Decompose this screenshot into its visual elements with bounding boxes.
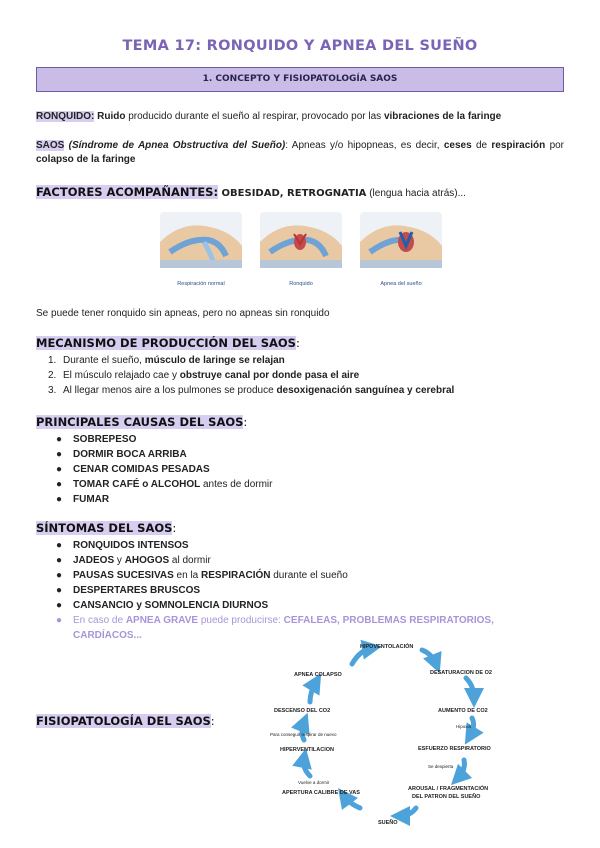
list-text: en la [173, 570, 202, 581]
page-title: TEMA 17: RONQUIDO Y APNEA DEL SUEÑO [122, 38, 478, 54]
saos-text-7: colapso de la faringe [36, 154, 136, 165]
normal-breathing-illustration [160, 212, 242, 268]
list-item [56, 462, 272, 477]
list-text: Al llegar menos aire a los pulmones se produce [63, 385, 277, 396]
list-item [48, 383, 454, 398]
ronquido-definition [36, 110, 564, 124]
list-text: y [114, 555, 125, 566]
mecanismo-heading-label: MECANISMO DE PRODUCCIÓN DEL SAOS [36, 336, 296, 350]
list-bold: PAUSAS SUCESIVAS [73, 570, 174, 581]
cycle-arrow [422, 650, 436, 664]
list-bold: TOMAR CAFÉ o ALCOHOL [73, 479, 201, 490]
note-text: Se puede tener ronquido sin apneas, pero no apneas sin ronquido [36, 308, 330, 319]
mecanismo-list [48, 353, 454, 398]
bullet-icon: ● [56, 479, 63, 490]
sintomas-heading-label: SÍNTOMAS DEL SAOS [36, 521, 173, 535]
factores-bold: OBESIDAD, RETROGNATIA [218, 188, 367, 199]
saos-fullname: (Síndrome de Apnea Obstructiva del Sueño) [64, 140, 286, 151]
list-bold: CEFALEAS, PROBLEMAS RESPIRATORIOS, [283, 615, 494, 626]
ronquido-text-1: Ruido [97, 111, 126, 122]
list-text: al dormir [169, 555, 211, 566]
saos-text-4: de [471, 140, 492, 151]
cycle-arrow [302, 722, 304, 740]
list-bold: DESPERTARES BRUSCOS [73, 585, 201, 596]
list-item [56, 583, 563, 598]
factores-line [36, 185, 466, 199]
snoring-illustration [260, 212, 342, 268]
cycle-small: Vuelve a dormir [298, 780, 330, 785]
cycle-small: Se despierta [428, 764, 454, 769]
factores-rest: (lengua hacia atrás)... [366, 188, 466, 199]
cycle-arrow [310, 682, 316, 702]
list-bold: RONQUIDOS INTENSOS [73, 540, 189, 551]
ronquido-text-2: producido durante el sueño al respirar, provocado por las [125, 111, 384, 122]
factores-heading: FACTORES ACOMPAÑANTES: [36, 185, 219, 199]
list-bold: músculo de laringe se relajan [144, 355, 285, 366]
list-item [56, 598, 563, 613]
saos-text-2: : Apneas y/o hipopneas, es decir, [285, 140, 444, 151]
list-bold: obstruye canal por donde pasa el aire [179, 370, 360, 381]
list-item [48, 353, 454, 368]
bullet-icon: ● [56, 464, 63, 475]
cycle-node: DESCENSO DEL CO2 [274, 708, 331, 714]
cycle-small: Para conseguir respirar de nuevo [270, 732, 337, 737]
cycle-node: ESFUERZO RESPIRATORIO [418, 746, 491, 752]
fisiopatologia-heading [36, 714, 215, 728]
bullet-icon: ● [56, 449, 63, 460]
cycle-arrow [458, 760, 464, 778]
saos-definition [36, 139, 564, 167]
list-text: El músculo relajado cae y [63, 370, 180, 381]
list-text: En caso de [73, 615, 126, 626]
cycle-node: SUEÑO [378, 820, 398, 826]
list-bold: CANSANCIO y SOMNOLENCIA DIURNOS [73, 600, 269, 611]
fisiopatologia-cycle-diagram [260, 636, 530, 832]
ronquido-label: RONQUIDO: [36, 111, 95, 122]
cycle-arrow [304, 758, 310, 776]
sintomas-colon: : [172, 521, 177, 535]
list-bold: CENAR COMIDAS PESADAS [73, 464, 210, 475]
cycle-node: APNEA COLAPSO [294, 672, 342, 678]
ronquido-text-3: vibraciones de la faringe [383, 111, 502, 122]
list-item [56, 477, 272, 492]
bullet-icon: ● [56, 540, 63, 551]
bullet-icon: ● [56, 555, 63, 566]
list-item [56, 492, 272, 507]
causas-colon: : [243, 415, 248, 429]
list-bold: JADEOS [73, 555, 115, 566]
cycle-node: AROUSAL / FRAGMENTACIÓN [408, 786, 489, 792]
cycle-node: DEL PATRON DEL SUEÑO [412, 794, 481, 800]
list-item [48, 368, 454, 383]
list-bold: APNEA GRAVE [125, 615, 199, 626]
cycle-node: HIPOVENTOLACIÓN [360, 644, 414, 650]
figure-caption-apnea: Apnea del sueño [380, 281, 422, 287]
cycle-arrow [352, 648, 372, 664]
section-banner: 1. CONCEPTO Y FISIOPATOLOGÍA SAOS [36, 67, 564, 92]
list-bold: desoxigenación sanguínea y cerebral [276, 385, 455, 396]
list-bold: FUMAR [73, 494, 110, 505]
saos-label: SAOS [36, 140, 65, 151]
mecanismo-colon: : [295, 336, 300, 350]
list-item [56, 538, 563, 553]
cycle-node: AUMENTO DE CO2 [438, 708, 488, 714]
cycle-arrow [400, 808, 416, 816]
bullet-icon: ● [56, 600, 63, 611]
saos-text-3: ceses [443, 140, 472, 151]
figure-caption-ronquido: Ronquido [289, 281, 313, 287]
cycle-arrow [466, 678, 474, 698]
list-bold: CARDÍACOS... [73, 630, 142, 641]
bullet-icon: ● [56, 570, 63, 581]
list-item [56, 568, 563, 583]
list-text: durante el sueño [270, 570, 348, 581]
cycle-small: Hipoxia [456, 724, 472, 729]
list-item [56, 447, 272, 462]
figure-caption-normal: Respiración normal [177, 281, 225, 287]
fisiopatologia-heading-label: FISIOPATOLOGÍA DEL SAOS [36, 714, 211, 728]
list-item [56, 432, 272, 447]
list-number: 3. [48, 385, 57, 396]
list-number: 1. [48, 355, 57, 366]
cycle-arrow [344, 796, 360, 808]
saos-text-6: por [545, 140, 565, 151]
causas-heading-label: PRINCIPALES CAUSAS DEL SAOS [36, 415, 244, 429]
sleep-apnea-illustration [360, 212, 442, 268]
fisiopatologia-colon: : [210, 714, 215, 728]
mecanismo-heading [36, 336, 300, 350]
cycle-node: DESATURACION DE O2 [430, 670, 492, 676]
cycle-node: APERTURA CALIBRE DE VAS [282, 790, 360, 796]
list-bold: DORMIR BOCA ARRIBA [73, 449, 187, 460]
causas-list [56, 432, 272, 507]
saos-text-5: respiración [491, 140, 546, 151]
list-bold: RESPIRACIÓN [201, 570, 271, 581]
cycle-node: HIPERVENTILACION [280, 747, 334, 753]
bullet-icon: ● [56, 434, 63, 445]
list-text: puede producirse: [198, 615, 284, 626]
list-text: antes de dormir [200, 479, 273, 490]
sintomas-list [56, 538, 563, 643]
list-text: Durante el sueño, [63, 355, 145, 366]
causas-heading [36, 415, 247, 429]
list-item [56, 553, 563, 568]
list-bold: AHOGOS [124, 555, 170, 566]
list-bold: SOBREPESO [73, 434, 137, 445]
bullet-icon: ● [56, 585, 63, 596]
bullet-icon: ● [56, 494, 63, 505]
sintomas-heading [36, 521, 176, 535]
list-number: 2. [48, 370, 57, 381]
bullet-icon: ● [56, 615, 63, 626]
